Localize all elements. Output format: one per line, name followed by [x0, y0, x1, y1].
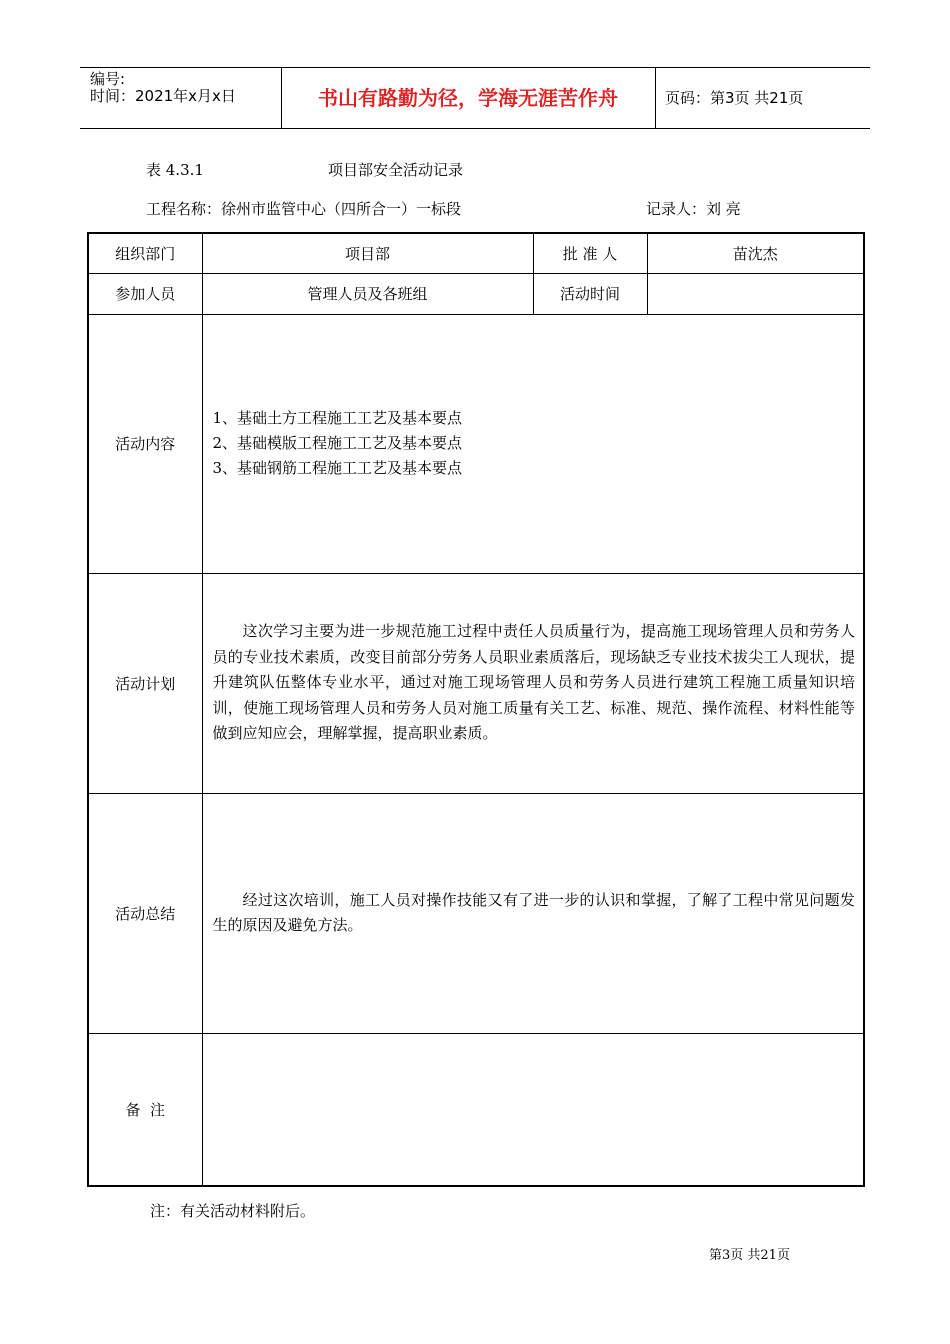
header-divider-right: [655, 67, 656, 129]
footnote: 注：有关活动材料附后。: [150, 1202, 316, 1220]
summary-label: 活动总结: [88, 793, 202, 1033]
content-item: 1、基础土方工程施工工艺及基本要点: [212, 409, 463, 427]
header-date-label: 时间：2021年x月x日: [90, 87, 236, 105]
table-row: [88, 233, 864, 273]
plan-label: 活动计划: [88, 573, 202, 793]
plan-cell: [202, 573, 864, 793]
remarks-label: 备 注: [88, 1033, 202, 1186]
header-page-label: 页码：第3页 共21页: [665, 89, 804, 107]
header-motto: 书山有路勤为径，学海无涯苦作舟: [318, 86, 618, 110]
summary-cell: [202, 793, 864, 1033]
activity-record-table: [87, 232, 865, 1187]
content-cell: [202, 314, 864, 573]
time-label: 活动时间: [533, 273, 647, 314]
recorder-name: 记录人：刘 亮: [646, 200, 741, 218]
page-footer: 第3页 共21页: [709, 1248, 790, 1263]
org-label: 组织部门: [88, 233, 202, 273]
content-label: 活动内容: [88, 314, 202, 573]
form-title: 项目部安全活动记录: [328, 161, 464, 179]
project-name: 工程名称：徐州市监管中心（四所合一）一标段: [146, 200, 462, 218]
org-value: 项目部: [202, 233, 533, 273]
header-bottom-rule: [80, 128, 870, 129]
table-row: [88, 314, 864, 573]
table-row: [88, 273, 864, 314]
plan-text: 这次学习主要为进一步规范施工过程中责任人员质量行为，提高施工现场管理人员和劳务人员的专业技术素质，改变目前部分劳务人员职业素质落后，现场缺乏专业技术拔尖工人现状，提升建筑队伍整体专业水平，通过对施工现场管理人员和劳务人员进行建筑工程施工质量知识培训，使施工现场管理人员和劳务人员对施工质量有关工艺、标准、规范、操作流程、材料性能等做到应知应会，理解掌握，提高职业素质。: [212, 622, 855, 743]
content-item: 2、基础模版工程施工工艺及基本要点: [212, 434, 463, 452]
table-row: [88, 1033, 864, 1186]
header-serial-label: 编号:: [90, 70, 126, 88]
content-item: 3、基础钢筋工程施工工艺及基本要点: [212, 459, 463, 477]
participants-value: 管理人员及各班组: [202, 273, 533, 314]
approver-label: 批 准 人: [533, 233, 647, 273]
header-top-rule: [80, 67, 870, 68]
remarks-value: [202, 1033, 864, 1186]
approver-value: 苗沈杰: [647, 233, 864, 273]
time-value: [647, 273, 864, 314]
summary-text: 经过这次培训，施工人员对操作技能又有了进一步的认识和掌握，了解了工程中常见问题发生的原因及避免方法。: [212, 890, 855, 934]
participants-label: 参加人员: [88, 273, 202, 314]
table-row: [88, 793, 864, 1033]
table-number: 表 4.3.1: [146, 161, 204, 179]
table-row: [88, 573, 864, 793]
